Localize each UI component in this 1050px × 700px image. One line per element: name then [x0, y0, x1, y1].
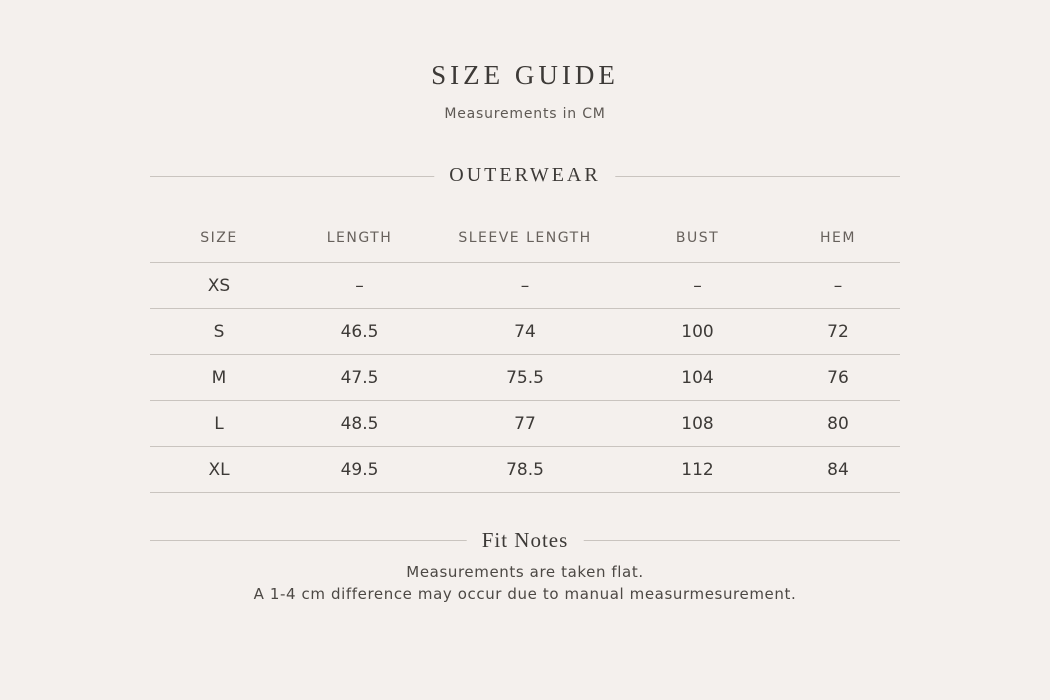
table-cell: 74: [431, 309, 619, 355]
table-cell: 100: [619, 309, 776, 355]
table-cell: 104: [619, 355, 776, 401]
table-cell: –: [776, 263, 900, 309]
table-row: [150, 447, 900, 493]
table-cell: –: [288, 263, 431, 309]
table-header-row: [150, 214, 900, 263]
table-cell: 46.5: [288, 309, 431, 355]
table-cell: 77: [431, 401, 619, 447]
table-row: [150, 355, 900, 401]
table-cell: L: [150, 401, 288, 447]
outerwear-heading: OUTERWEAR: [434, 164, 615, 187]
table-cell: XS: [150, 263, 288, 309]
page-title: SIZE GUIDE: [431, 60, 619, 90]
fit-note-line: Measurements are taken flat.: [406, 563, 644, 581]
column-header-size: SIZE: [150, 214, 288, 263]
table-cell: 49.5: [288, 447, 431, 493]
table-cell: 75.5: [431, 355, 619, 401]
table-cell: 112: [619, 447, 776, 493]
table-cell: 80: [776, 401, 900, 447]
column-header-length: LENGTH: [288, 214, 431, 263]
fit-notes-text: [0, 561, 1050, 605]
outerwear-section-divider: [150, 164, 900, 188]
table-row: [150, 309, 900, 355]
table-cell: 76: [776, 355, 900, 401]
table-cell: 48.5: [288, 401, 431, 447]
table-cell: 84: [776, 447, 900, 493]
table-cell: 78.5: [431, 447, 619, 493]
table-row: [150, 263, 900, 309]
fit-notes-section-divider: [150, 528, 900, 552]
fit-note-line: A 1-4 cm difference may occur due to manual measurmesurement.: [253, 585, 797, 603]
table-cell: –: [431, 263, 619, 309]
table-cell: S: [150, 309, 288, 355]
column-header-sleeve-length: SLEEVE LENGTH: [431, 214, 619, 263]
page-subtitle: Measurements in CM: [444, 106, 606, 122]
table-row: [150, 401, 900, 447]
size-table: [150, 214, 900, 493]
table-cell: 108: [619, 401, 776, 447]
table-cell: –: [619, 263, 776, 309]
column-header-hem: HEM: [776, 214, 900, 263]
fit-notes-heading: Fit Notes: [467, 528, 584, 553]
column-header-bust: BUST: [619, 214, 776, 263]
table-cell: 47.5: [288, 355, 431, 401]
table-cell: XL: [150, 447, 288, 493]
table-cell: M: [150, 355, 288, 401]
table-cell: 72: [776, 309, 900, 355]
